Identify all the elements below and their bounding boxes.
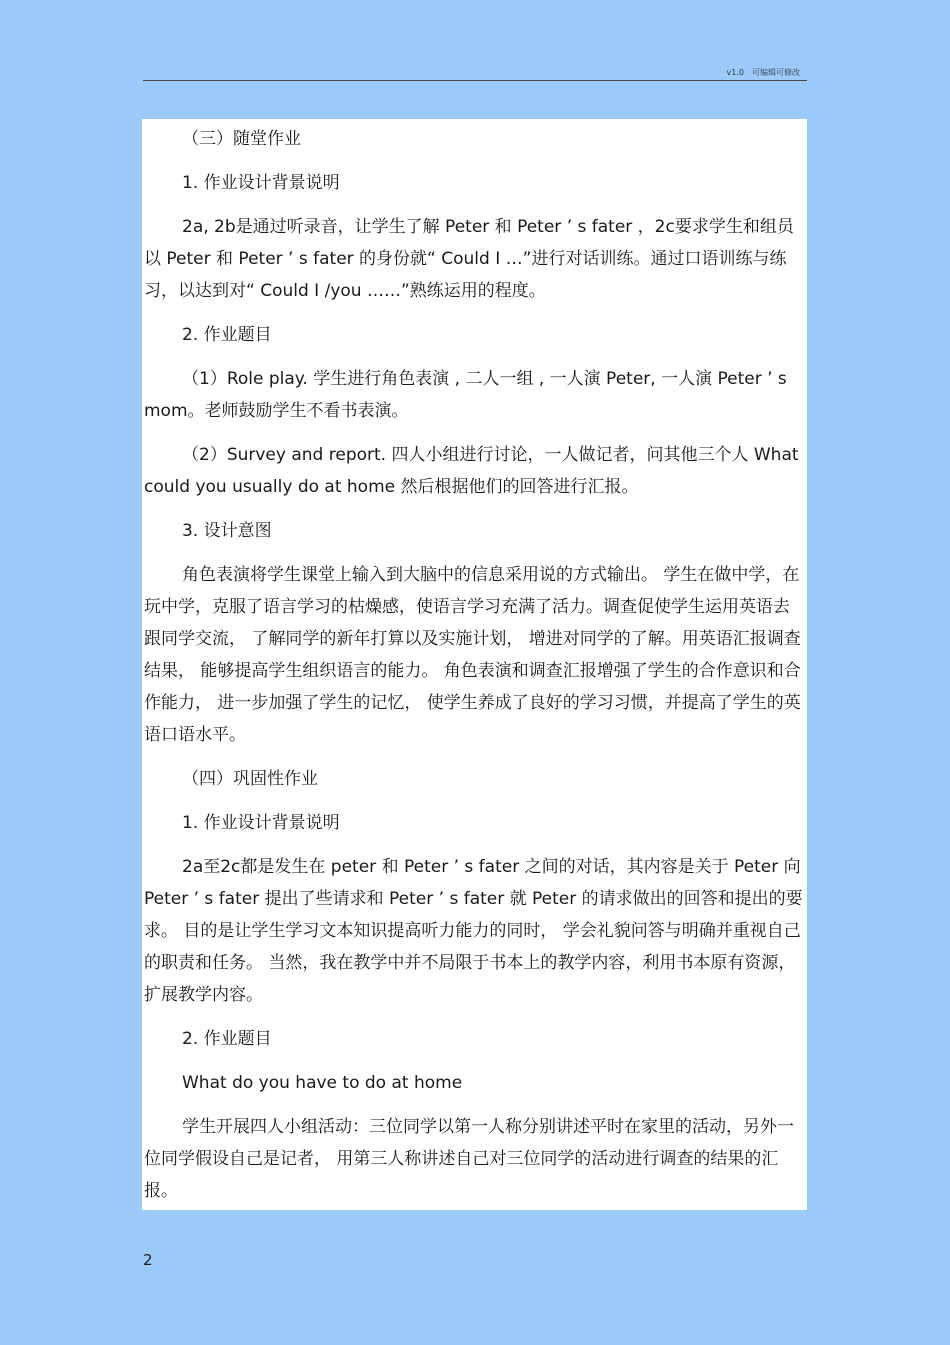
subheading-intent: 3. 设计意图 <box>182 521 272 541</box>
header-version-text: v1.0 可编辑可修改 <box>726 68 800 77</box>
subheading-background: 1. 作业设计背景说明 <box>182 173 340 193</box>
paragraph-intent: 角色表演将学生课堂上输入到大脑中的信息采用说的方式输出。 学生在做中学，在玩中学，克服了语言学习的枯燥感，使语言学习充满了活力。调查促使学生运用英语去跟同学交流， 了解同学的新年打算以及实施计划， 增进对同学的了解。用英语汇报调查结果， 能够提高学生组织语言的能力。 角色表演和调查汇报增强了学生的合作意识和合作能力， 进一步加强了学生的记忆， 使学生养成了良好的学习习惯，并提高了学生的英语口语水平。 <box>144 565 801 745</box>
paragraph-survey: （2）Survey and report. 四人小组进行讨论，一人做记者，问其他三个人 What could you usually do at home 然后根据他们的回答进行汇报。 <box>144 445 799 497</box>
section-heading-4: （四）巩固性作业 <box>182 769 318 789</box>
paragraph-group-activity: 学生开展四人小组活动：三位同学以第一人称分别讲述平时在家里的活动，另外一位同学假设自己是记者， 用第三人称讲述自己对三位同学的活动进行调查的结果的汇报。 <box>144 1117 794 1201</box>
subheading-task: 2. 作业题目 <box>182 325 272 345</box>
section-heading-3: （三）随堂作业 <box>182 129 301 149</box>
paragraph-background: 2a, 2b是通过听录音，让学生了解 Peter 和 Peter ’ s fater ，2c要求学生和组员以 Peter 和 Peter ’ s fater 的身份就“ Could I …”进行对话训练。通过口语训练与练习，以达到对“ Could I /you ……”熟练运用的程度。 <box>144 217 794 301</box>
page-number: 2 <box>143 1251 153 1269</box>
paragraph-background-2: 2a至2c都是发生在 peter 和 Peter ’ s fater 之间的对话，其内容是关于 Peter 向 Peter ’ s fater 提出了些请求和 Peter ’ s fater 就 Peter 的请求做出的回答和提出的要求。 目的是让学生学习文本知识提高听力能力的同时， 学会礼貌问答与明确并重视自己的职责和任务。 当然，我在教学中并不局限于书本上的教学内容，利用书本原有资源，扩展教学内容。 <box>144 857 803 1005</box>
subheading-task-2: 2. 作业题目 <box>182 1029 272 1049</box>
paragraph-role-play: （1）Role play. 学生进行角色表演 , 二人一组 , 一人演 Peter, 一人演 Peter ’ s mom。老师鼓励学生不看书表演。 <box>144 369 787 421</box>
document-content <box>142 119 807 1210</box>
header-divider <box>143 80 807 81</box>
task-question: What do you have to do at home <box>182 1073 463 1093</box>
subheading-background-2: 1. 作业设计背景说明 <box>182 813 340 833</box>
